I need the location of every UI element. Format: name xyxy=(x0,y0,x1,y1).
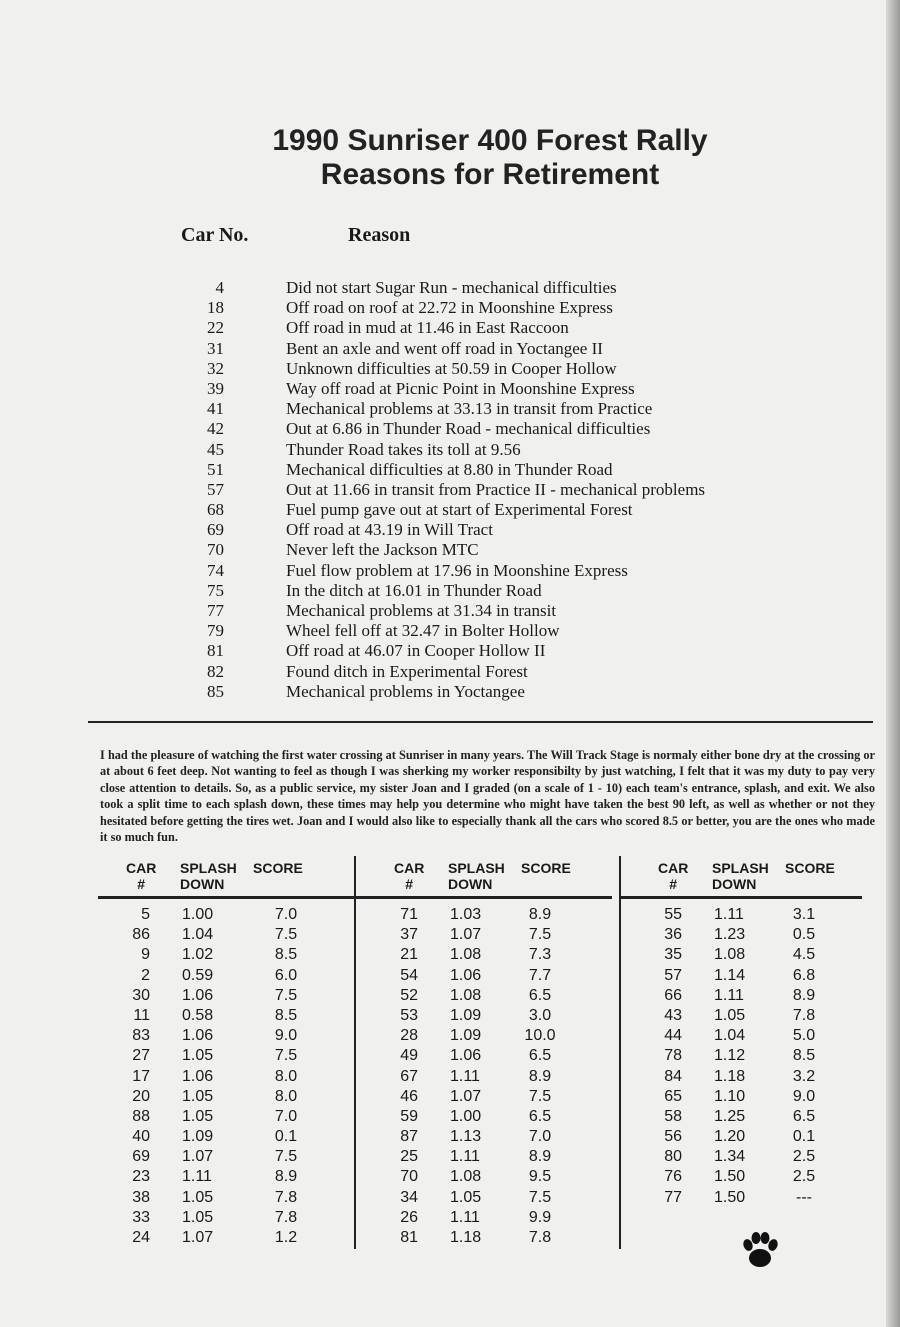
score-cell: 0.1 xyxy=(792,1128,816,1146)
car-header xyxy=(658,860,688,892)
retirement-list xyxy=(0,278,900,702)
car-cell: 21 xyxy=(400,946,418,964)
car-number: 75 xyxy=(207,580,224,600)
score-cell: 7.3 xyxy=(528,946,552,964)
car-header-line2: # xyxy=(669,876,678,892)
score-cell: 6.8 xyxy=(792,966,816,984)
splash-cell: 1.08 xyxy=(450,986,482,1004)
reason-header: Reason xyxy=(348,224,411,246)
retirement-row xyxy=(0,662,900,682)
splash-cell: 1.12 xyxy=(714,1047,746,1065)
car-cell: 67 xyxy=(400,1067,418,1085)
car-cell: 43 xyxy=(664,1006,682,1024)
car-cell: 46 xyxy=(400,1087,418,1105)
splash-cell: 1.00 xyxy=(450,1107,482,1125)
score-cell: 7.5 xyxy=(528,1087,552,1105)
car-cell: 70 xyxy=(400,1168,418,1186)
paw-print-icon xyxy=(738,1228,782,1272)
retirement-reason: Off road at 43.19 in Will Tract xyxy=(286,520,493,540)
car-cell: 2 xyxy=(141,966,150,984)
car-cell: 71 xyxy=(400,906,418,923)
car-cell: 49 xyxy=(400,1047,418,1065)
splash-cell: 1.09 xyxy=(182,1128,214,1146)
car-header-line2: # xyxy=(137,876,146,892)
splash-cell: 1.03 xyxy=(450,906,482,923)
score-cell: --- xyxy=(796,1188,812,1206)
score-cell: 3.0 xyxy=(528,1006,552,1024)
retirement-row xyxy=(0,520,900,540)
score-cell: 1.2 xyxy=(274,1229,298,1246)
score-cell: 8.5 xyxy=(274,1006,298,1024)
splash-header-line1: SPLASH xyxy=(448,860,505,876)
score-cell: 7.5 xyxy=(274,986,298,1004)
splash-cell: 1.05 xyxy=(182,1107,214,1125)
car-cell: 36 xyxy=(664,926,682,944)
retirement-reason: Wheel fell off at 32.47 in Bolter Hollow xyxy=(286,621,560,641)
car-number: 39 xyxy=(207,378,224,398)
car-number: 4 xyxy=(215,278,224,297)
car-header-line1: CAR xyxy=(658,860,689,876)
score-cell: 5.0 xyxy=(792,1027,816,1045)
car-number: 22 xyxy=(207,318,224,338)
car-cell: 27 xyxy=(132,1047,150,1065)
score-cell: 7.0 xyxy=(274,1107,298,1125)
car-cell: 56 xyxy=(664,1128,682,1146)
car-number: 41 xyxy=(207,399,224,419)
score-cell: 7.0 xyxy=(274,906,298,923)
retirement-row xyxy=(0,682,900,702)
car-number: 85 xyxy=(207,681,224,701)
retirement-reason: Mechanical problems at 31.34 in transit xyxy=(286,601,557,620)
splash-cell: 1.10 xyxy=(714,1087,746,1105)
splash-cell: 1.02 xyxy=(182,946,214,964)
score-cell: 7.0 xyxy=(528,1128,552,1146)
score-cell: 6.5 xyxy=(792,1107,816,1125)
splash-cell: 1.05 xyxy=(182,1188,214,1206)
score-cell: 8.9 xyxy=(792,986,816,1004)
car-cell: 66 xyxy=(664,986,682,1004)
car-no-header: Car No. xyxy=(181,224,249,246)
retirement-reason: Off road on roof at 22.72 in Moonshine Express xyxy=(286,298,613,318)
splash-cell: 1.09 xyxy=(450,1006,482,1024)
car-cell: 88 xyxy=(132,1107,150,1125)
car-number: 82 xyxy=(207,661,224,681)
splash-cell: 1.11 xyxy=(450,1208,480,1226)
splash-cell: 1.07 xyxy=(182,1148,214,1166)
retirement-reason: Never left the Jackson MTC xyxy=(286,540,479,560)
retirement-row xyxy=(0,561,900,581)
retirement-row xyxy=(0,278,900,298)
score-cell: 7.5 xyxy=(528,1188,552,1206)
car-number: 32 xyxy=(207,358,224,378)
score-cell: 8.0 xyxy=(274,1067,298,1085)
retirement-reason: Unknown difficulties at 50.59 in Cooper Hollow xyxy=(286,358,617,378)
car-cell: 30 xyxy=(132,986,150,1004)
car-cell: 86 xyxy=(132,926,150,944)
score-cell: 7.5 xyxy=(274,1148,298,1166)
splash-cell: 1.00 xyxy=(182,906,214,923)
page-title: 1990 Sunriser 400 Forest Rally xyxy=(272,124,708,157)
splash-cell: 1.09 xyxy=(450,1027,482,1045)
splash-cell: 1.07 xyxy=(450,926,482,944)
splash-cell: 1.05 xyxy=(714,1006,746,1024)
splash-cell: 1.50 xyxy=(714,1168,746,1186)
score-cell: 10.0 xyxy=(524,1027,556,1045)
score-cell: 2.5 xyxy=(792,1168,816,1186)
score-cell: 8.5 xyxy=(274,946,298,964)
car-number: 31 xyxy=(207,338,224,358)
score-cell: 2.5 xyxy=(792,1148,816,1166)
splash-header-line2: DOWN xyxy=(180,876,225,892)
car-cell: 5 xyxy=(141,906,150,923)
retirement-row xyxy=(0,359,900,379)
retirement-reason: In the ditch at 16.01 in Thunder Road xyxy=(286,580,542,600)
splash-cell: 1.23 xyxy=(714,926,746,944)
header-rule xyxy=(620,896,862,899)
splash-cell: 0.59 xyxy=(182,966,214,984)
retirement-reason: Did not start Sugar Run - mechanical difficulties xyxy=(286,278,617,297)
retirement-reason: Fuel flow problem at 17.96 in Moonshine Express xyxy=(286,560,628,580)
retirement-row xyxy=(0,419,900,439)
splash-header-line2: DOWN xyxy=(712,876,757,892)
car-number: 70 xyxy=(207,540,224,560)
splash-cell: 1.25 xyxy=(714,1107,746,1125)
car-cell: 20 xyxy=(132,1087,150,1105)
score-cell: 7.8 xyxy=(274,1188,298,1206)
retirement-row xyxy=(0,460,900,480)
splash-header xyxy=(180,860,237,892)
car-cell: 84 xyxy=(664,1067,682,1085)
car-cell: 77 xyxy=(664,1188,682,1206)
car-header-line2: # xyxy=(405,876,414,892)
score-cell: 4.5 xyxy=(792,946,816,964)
score-cell: 0.1 xyxy=(274,1128,298,1146)
splash-cell: 1.08 xyxy=(714,946,746,964)
retirement-row xyxy=(0,379,900,399)
car-cell: 23 xyxy=(132,1168,150,1186)
splash-cell: 1.05 xyxy=(182,1208,214,1226)
car-number: 57 xyxy=(207,479,224,499)
splash-cell: 1.08 xyxy=(450,946,482,964)
score-header-line1: SCORE xyxy=(521,860,571,876)
car-cell: 81 xyxy=(400,1229,418,1246)
car-cell: 87 xyxy=(400,1128,418,1146)
retirement-row xyxy=(0,500,900,520)
splash-cell: 1.11 xyxy=(450,1067,480,1085)
header-rule xyxy=(98,896,354,899)
page-subtitle: Reasons for Retirement xyxy=(320,158,660,191)
score-cell: 6.5 xyxy=(528,986,552,1004)
score-cell: 8.9 xyxy=(528,1148,552,1166)
splash-cell: 1.07 xyxy=(182,1229,214,1246)
retirement-row xyxy=(0,399,900,419)
retirement-row xyxy=(0,440,900,460)
score-cell: 7.5 xyxy=(528,926,552,944)
score-header xyxy=(521,860,571,876)
score-cell: 9.0 xyxy=(274,1027,298,1045)
splash-cell: 1.04 xyxy=(182,926,214,944)
car-cell: 40 xyxy=(132,1128,150,1146)
car-cell: 44 xyxy=(664,1027,682,1045)
score-header-line1: SCORE xyxy=(785,860,835,876)
score-header-line1: SCORE xyxy=(253,860,303,876)
header-rule xyxy=(356,896,612,899)
car-header-line1: CAR xyxy=(394,860,425,876)
car-cell: 33 xyxy=(132,1208,150,1226)
score-cell: 8.9 xyxy=(528,906,552,923)
retirement-reason: Out at 11.66 in transit from Practice II - mechanical problems xyxy=(286,479,706,499)
car-cell: 25 xyxy=(400,1148,418,1166)
retirement-row xyxy=(0,540,900,560)
car-cell: 26 xyxy=(400,1208,418,1226)
splash-header-line1: SPLASH xyxy=(712,860,769,876)
car-cell: 69 xyxy=(132,1148,150,1166)
splash-cell: 1.11 xyxy=(450,1148,480,1166)
splash-paragraph: I had the pleasure of watching the first water crossing at Sunriser in many years. The Will Track Stage is normaly either bone dry at the crossing or at about 6 feet deep. Not wanting to feel as though I was sherking my worker responsibilty by just watching, I felt that it was my duty to pay very close attention to details. So, as a public service, my sister Joan and I graded (on a scale of 1 - 10) each team's entrance, splash, and exit. We also took a split time to each splash down, these times may help you determine who might have taken the best 90 left, as well as whether or not they hesitated before getting the tires wet. Joan and I would also like to especially thank all the cars who scored 8.5 or better, you are the ones who made it so much fun. xyxy=(100,748,875,845)
splash-cell: 1.05 xyxy=(182,1047,214,1065)
car-cell: 52 xyxy=(400,986,418,1004)
car-header-line1: CAR xyxy=(126,860,157,876)
retirement-reason: Mechanical difficulties at 8.80 in Thunder Road xyxy=(286,459,613,479)
car-number: 74 xyxy=(207,560,224,580)
splash-cell: 1.11 xyxy=(714,906,744,923)
table-divider-1 xyxy=(354,856,356,1249)
car-cell: 28 xyxy=(400,1027,418,1045)
score-cell: 3.1 xyxy=(792,906,816,923)
car-number: 51 xyxy=(207,459,224,479)
car-cell: 38 xyxy=(132,1188,150,1206)
score-cell: 7.8 xyxy=(792,1006,816,1024)
car-cell: 58 xyxy=(664,1107,682,1125)
car-cell: 57 xyxy=(664,966,682,984)
retirement-row xyxy=(0,601,900,621)
retirement-row xyxy=(0,621,900,641)
retirement-row xyxy=(0,298,900,318)
car-cell: 34 xyxy=(400,1188,418,1206)
splash-cell: 1.06 xyxy=(450,966,482,984)
car-number: 68 xyxy=(207,500,224,520)
car-cell: 37 xyxy=(400,926,418,944)
table-divider-2 xyxy=(619,856,621,1249)
retirement-reason: Mechanical problems in Yoctangee xyxy=(286,681,525,701)
car-number: 18 xyxy=(207,298,224,318)
retirement-reason: Out at 6.86 in Thunder Road - mechanical difficulties xyxy=(286,419,651,439)
score-cell: 6.5 xyxy=(528,1047,552,1065)
score-header xyxy=(785,860,835,876)
car-number: 81 xyxy=(207,641,224,661)
splash-cell: 1.06 xyxy=(182,1027,214,1045)
retirement-row xyxy=(0,480,900,500)
score-cell: 7.5 xyxy=(274,1047,298,1065)
score-cell: 8.9 xyxy=(528,1067,552,1085)
car-number: 42 xyxy=(207,419,224,439)
car-cell: 11 xyxy=(133,1006,150,1024)
car-cell: 59 xyxy=(400,1107,418,1125)
car-cell: 76 xyxy=(664,1168,682,1186)
splash-cell: 0.58 xyxy=(182,1006,214,1024)
car-number: 79 xyxy=(207,621,224,641)
splash-cell: 1.05 xyxy=(450,1188,482,1206)
splash-cell: 1.06 xyxy=(450,1047,482,1065)
car-cell: 65 xyxy=(664,1087,682,1105)
retirement-reason: Bent an axle and went off road in Yoctangee II xyxy=(286,338,603,358)
car-header xyxy=(394,860,424,892)
retirement-reason: Off road in mud at 11.46 in East Raccoon xyxy=(286,318,569,338)
car-cell: 24 xyxy=(132,1229,150,1246)
splash-cell: 1.05 xyxy=(182,1087,214,1105)
splash-cell: 1.14 xyxy=(714,966,746,984)
retirement-row xyxy=(0,581,900,601)
score-cell: 8.0 xyxy=(274,1087,298,1105)
splash-header-line1: SPLASH xyxy=(180,860,237,876)
splash-cell: 1.18 xyxy=(714,1067,746,1085)
score-cell: 9.0 xyxy=(792,1087,816,1105)
splash-cell: 1.11 xyxy=(182,1168,212,1186)
retirement-reason: Off road at 46.07 in Cooper Hollow II xyxy=(286,641,546,661)
divider xyxy=(88,721,873,723)
retirement-row xyxy=(0,318,900,338)
car-number: 77 xyxy=(207,601,224,620)
car-cell: 17 xyxy=(132,1067,150,1085)
score-cell: 7.7 xyxy=(528,966,552,984)
score-cell: 8.9 xyxy=(274,1168,298,1186)
splash-cell: 1.08 xyxy=(450,1168,482,1186)
car-cell: 35 xyxy=(664,946,682,964)
car-cell: 54 xyxy=(400,966,418,984)
score-cell: 7.5 xyxy=(274,926,298,944)
splash-cell: 1.50 xyxy=(714,1188,746,1206)
splash-cell: 1.04 xyxy=(714,1027,746,1045)
score-header xyxy=(253,860,303,876)
retirement-reason: Fuel pump gave out at start of Experimental Forest xyxy=(286,500,633,520)
splash-cell: 1.06 xyxy=(182,986,214,1004)
car-cell: 9 xyxy=(141,946,150,964)
score-cell: 6.5 xyxy=(528,1107,552,1125)
car-header xyxy=(126,860,156,892)
retirement-reason: Way off road at Picnic Point in Moonshine Express xyxy=(286,378,635,398)
car-number: 69 xyxy=(207,520,224,540)
splash-cell: 1.13 xyxy=(450,1128,482,1146)
splash-cell: 1.18 xyxy=(450,1229,482,1246)
splash-header xyxy=(712,860,769,892)
splash-header xyxy=(448,860,505,892)
splash-cell: 1.11 xyxy=(714,986,744,1004)
retirement-row xyxy=(0,339,900,359)
splash-cell: 1.06 xyxy=(182,1067,214,1085)
score-cell: 8.5 xyxy=(792,1047,816,1065)
car-cell: 53 xyxy=(400,1006,418,1024)
car-cell: 83 xyxy=(132,1027,150,1045)
splash-header-line2: DOWN xyxy=(448,876,493,892)
splash-cell: 1.07 xyxy=(450,1087,482,1105)
splash-cell: 1.34 xyxy=(714,1148,746,1166)
car-cell: 80 xyxy=(664,1148,682,1166)
splash-cell: 1.20 xyxy=(714,1128,746,1146)
car-cell: 55 xyxy=(664,906,682,923)
score-cell: 3.2 xyxy=(792,1067,816,1085)
retirement-reason: Found ditch in Experimental Forest xyxy=(286,661,528,681)
score-cell: 9.5 xyxy=(528,1168,552,1186)
score-cell: 0.5 xyxy=(792,926,816,944)
retirement-row xyxy=(0,641,900,661)
score-cell: 7.8 xyxy=(528,1229,552,1246)
retirement-reason: Thunder Road takes its toll at 9.56 xyxy=(286,439,521,459)
car-number: 45 xyxy=(207,439,224,459)
score-cell: 7.8 xyxy=(274,1208,298,1226)
score-cell: 9.9 xyxy=(528,1208,552,1226)
car-cell: 78 xyxy=(664,1047,682,1065)
retirement-reason: Mechanical problems at 33.13 in transit from Practice xyxy=(286,399,653,419)
score-cell: 6.0 xyxy=(274,966,298,984)
